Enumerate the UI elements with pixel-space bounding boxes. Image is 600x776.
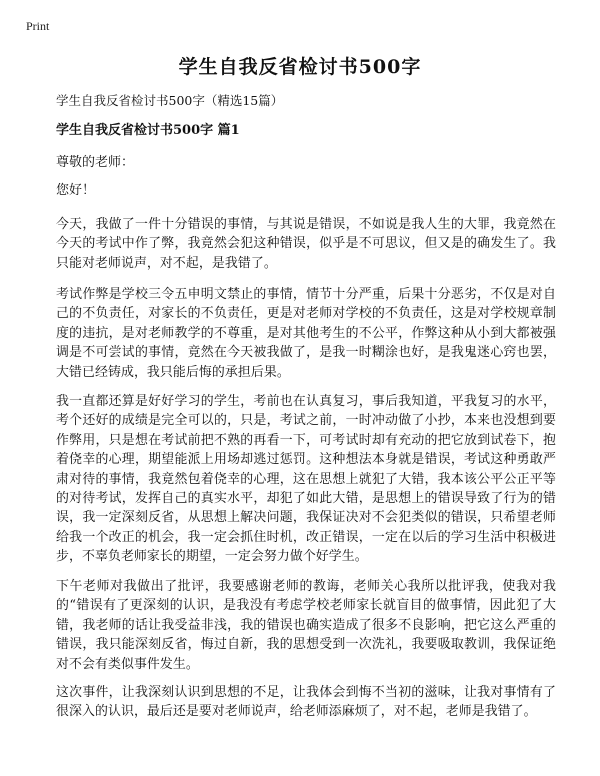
greeting: 您好！: [56, 183, 96, 198]
document-title: 学生自我反省检讨书500字: [178, 56, 422, 78]
document-subtitle: 学生自我反省检讨书500字（精选15篇）: [56, 93, 284, 108]
body-paragraph: 考试作弊是学校三令五申明文禁止的事情，情节十分严重，后果十分恶劣，不仅是对自己的不负责任，对家长的不负责任，更是对老师对学校的不负责任，这是对学校规章制度的违抗，是对老师教学的不尊重，是对其他考生的不公平，作弊这种从小到大都被强调是不可尝试的事情，竟然在今天被我做了，是我一时糊涂也好，是我鬼迷心窍也罢，大错已经铸成，我只能后悔的承担后果。: [56, 287, 556, 380]
body-paragraph: 这次事件，让我深刻认识到思想的不足，让我体会到悔不当初的滋味，让我对事情有了很深入的认识，最后还是要对老师说声，给老师添麻烦了，对不起，老师是我错了。: [56, 685, 556, 720]
body-paragraph: 今天，我做了一件十分错误的事情，与其说是错误，不如说是我人生的大罪，我竟然在今天的考试中作了弊，我竟然会犯这种错误，似乎是不可思议，但又是的确发生了。我只能对老师说声，对不起，是我错了。: [56, 217, 556, 271]
body-paragraph: 我一直都还算是好好学习的学生，考前也在认真复习，事后我知道，平我复习的水平，考个还好的成绩是完全可以的，只是，考试之前，一时冲动做了小抄，本来也没想到要作弊用，只是想在考试前把不熟的再看一下，可考试时却有充动的把它放到试卷下，抱着侥幸的心理，期望能派上用场却逃过惩罚。这种想法本身就是错误，考试这种勇敢严肃对待的事情，我竟然包着侥幸的心理，这在思想上就犯了大错，我本该公平公正平等的对待考试，发挥自己的真实水平，却犯了如此大错，是思想上的错误导致了行为的错误，我一定深刻反省，从思想上解决问题，我保证决对不会犯类似的错误，只希望老师给我一个改正的机会，我一定会抓住时机，改正错误，一定在以后的学习生活中积极进步，不辜负老师家长的期望，一定会努力做个好学生。: [56, 394, 556, 565]
section-heading: 学生自我反省检讨书500字 篇1: [56, 123, 240, 138]
body-paragraph: 下午老师对我做出了批评，我要感谢老师的教诲，老师关心我所以批评我，使我对我的“错误有了更深刻的认识，是我没有考虑学校老师家长就盲目的做事情，因此犯了大错，我老师的话让我受益非浅，我的错误也确实造成了很多不良影响，把它这么严重的错误，我只能深刻反省，悔过自新，我的思想受到一次洗礼，我要吸取教训，我保证绝对不会有类似事件发生。: [56, 579, 556, 672]
print-link[interactable]: Print: [26, 19, 50, 33]
salutation: 尊敬的老师：: [56, 155, 135, 170]
